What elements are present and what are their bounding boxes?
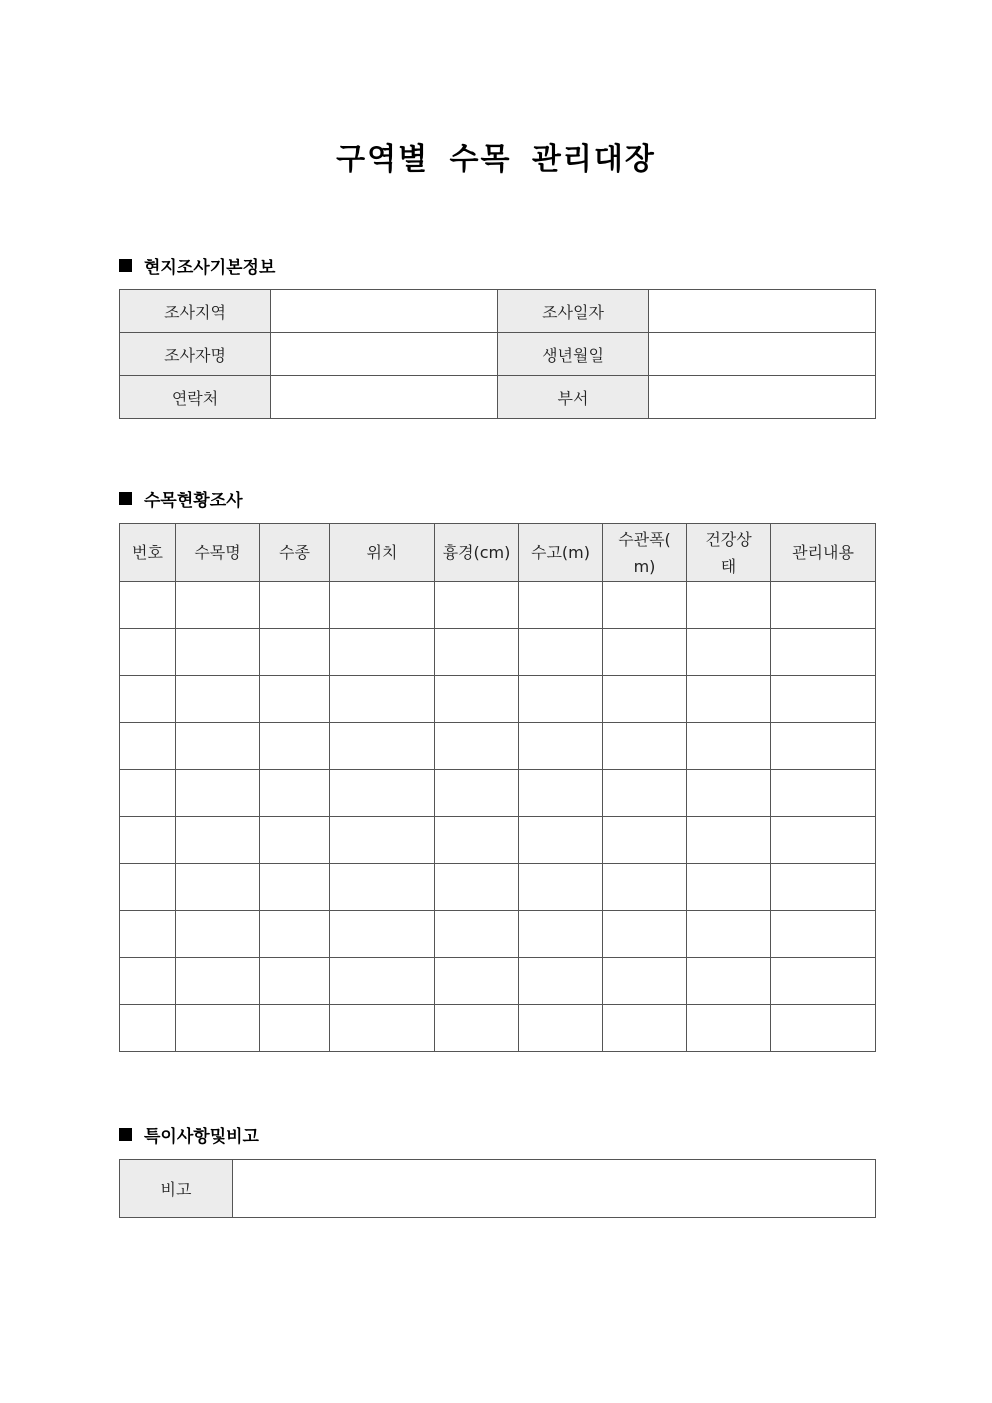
basic-info-table [119,289,876,419]
crown-width-cell[interactable] [603,1005,687,1052]
number-cell[interactable] [120,817,176,864]
column-header-species: 수종 [260,524,330,582]
species-cell[interactable] [260,629,330,676]
management-cell[interactable] [771,676,876,723]
tree-name-cell[interactable] [176,864,260,911]
remarks-field[interactable] [233,1160,876,1218]
health-cell[interactable] [687,582,771,629]
dbh-cell[interactable] [435,770,519,817]
table-row [120,770,876,817]
table-row [120,333,876,376]
dbh-cell[interactable] [435,817,519,864]
table-row [120,290,876,333]
tree-name-cell[interactable] [176,817,260,864]
section-heading-label: 현지조사기본정보 [144,257,276,278]
column-header-crown-width: 수관폭( m) [603,524,687,582]
height-cell[interactable] [519,770,603,817]
table-row [120,817,876,864]
contact-label: 연락처 [120,376,271,419]
species-cell[interactable] [260,770,330,817]
health-cell[interactable] [687,770,771,817]
species-cell[interactable] [260,864,330,911]
number-cell[interactable] [120,629,176,676]
crown-width-cell[interactable] [603,864,687,911]
dbh-cell[interactable] [435,676,519,723]
number-cell[interactable] [120,676,176,723]
number-cell[interactable] [120,864,176,911]
height-cell[interactable] [519,1005,603,1052]
crown-width-cell[interactable] [603,817,687,864]
species-cell[interactable] [260,817,330,864]
tree-name-cell[interactable] [176,629,260,676]
crown-width-cell[interactable] [603,770,687,817]
table-row [120,958,876,1005]
table-row [120,376,876,419]
height-cell[interactable] [519,676,603,723]
table-row [120,864,876,911]
table-row [120,1005,876,1052]
birth-date-label: 생년월일 [498,333,649,376]
location-cell[interactable] [330,723,435,770]
location-cell[interactable] [330,864,435,911]
number-cell[interactable] [120,911,176,958]
crown-width-cell[interactable] [603,911,687,958]
column-header-location: 위치 [330,524,435,582]
location-cell[interactable] [330,817,435,864]
remarks-table [119,1159,876,1218]
height-cell[interactable] [519,582,603,629]
section-heading-basic-info [119,253,275,277]
dbh-cell[interactable] [435,723,519,770]
table-header-row [120,524,876,582]
tree-name-cell[interactable] [176,676,260,723]
health-cell[interactable] [687,676,771,723]
remarks-label: 비고 [120,1160,233,1218]
health-cell[interactable] [687,817,771,864]
dbh-cell[interactable] [435,911,519,958]
species-cell[interactable] [260,723,330,770]
management-cell[interactable] [771,958,876,1005]
number-cell[interactable] [120,770,176,817]
column-header-dbh: 흉경(cm) [435,524,519,582]
survey-area-label: 조사지역 [120,290,271,333]
department-field[interactable] [649,376,876,419]
square-bullet-icon [119,1128,132,1141]
location-cell[interactable] [330,770,435,817]
number-cell[interactable] [120,723,176,770]
section-heading-label: 특이사항및비고 [144,1126,259,1147]
number-cell[interactable] [120,582,176,629]
table-row [120,676,876,723]
health-cell[interactable] [687,864,771,911]
height-cell[interactable] [519,629,603,676]
contact-field[interactable] [271,376,498,419]
crown-width-cell[interactable] [603,958,687,1005]
height-cell[interactable] [519,817,603,864]
species-cell[interactable] [260,1005,330,1052]
crown-width-cell[interactable] [603,676,687,723]
column-header-number: 번호 [120,524,176,582]
survey-date-label: 조사일자 [498,290,649,333]
dbh-cell[interactable] [435,958,519,1005]
square-bullet-icon [119,259,132,272]
dbh-cell[interactable] [435,629,519,676]
management-cell[interactable] [771,1005,876,1052]
location-cell[interactable] [330,1005,435,1052]
column-header-management: 관리내용 [771,524,876,582]
section-heading-label: 수목현황조사 [144,490,243,511]
dbh-cell[interactable] [435,582,519,629]
tree-status-table [119,523,876,1052]
tree-name-cell[interactable] [176,911,260,958]
square-bullet-icon [119,492,132,505]
number-cell[interactable] [120,958,176,1005]
management-cell[interactable] [771,582,876,629]
species-cell[interactable] [260,676,330,723]
height-cell[interactable] [519,911,603,958]
location-cell[interactable] [330,582,435,629]
column-header-tree-name: 수목명 [176,524,260,582]
table-row [120,582,876,629]
crown-width-cell[interactable] [603,723,687,770]
table-row [120,1160,876,1218]
management-cell[interactable] [771,911,876,958]
crown-width-cell[interactable] [603,582,687,629]
height-cell[interactable] [519,958,603,1005]
species-cell[interactable] [260,911,330,958]
number-cell[interactable] [120,1005,176,1052]
location-cell[interactable] [330,911,435,958]
tree-name-cell[interactable] [176,582,260,629]
location-cell[interactable] [330,676,435,723]
management-cell[interactable] [771,629,876,676]
tree-name-cell[interactable] [176,723,260,770]
species-cell[interactable] [260,958,330,1005]
column-header-health: 건강상 태 [687,524,771,582]
height-cell[interactable] [519,723,603,770]
surveyor-name-label: 조사자명 [120,333,271,376]
table-row [120,629,876,676]
crown-width-cell[interactable] [603,629,687,676]
survey-area-field[interactable] [271,290,498,333]
management-cell[interactable] [771,864,876,911]
survey-date-field[interactable] [649,290,876,333]
section-heading-remarks [119,1122,259,1146]
table-row [120,723,876,770]
health-cell[interactable] [687,629,771,676]
tree-name-cell[interactable] [176,958,260,1005]
page-title: 구역별 수목 관리대장 [336,142,656,177]
species-cell[interactable] [260,582,330,629]
tree-name-cell[interactable] [176,1005,260,1052]
management-cell[interactable] [771,770,876,817]
table-row [120,911,876,958]
department-label: 부서 [498,376,649,419]
birth-date-field[interactable] [649,333,876,376]
dbh-cell[interactable] [435,864,519,911]
surveyor-name-field[interactable] [271,333,498,376]
dbh-cell[interactable] [435,1005,519,1052]
health-cell[interactable] [687,723,771,770]
health-cell[interactable] [687,958,771,1005]
height-cell[interactable] [519,864,603,911]
column-header-height: 수고(m) [519,524,603,582]
section-heading-tree-status [119,486,243,510]
location-cell[interactable] [330,958,435,1005]
tree-name-cell[interactable] [176,770,260,817]
health-cell[interactable] [687,1005,771,1052]
management-cell[interactable] [771,723,876,770]
location-cell[interactable] [330,629,435,676]
health-cell[interactable] [687,911,771,958]
management-cell[interactable] [771,817,876,864]
